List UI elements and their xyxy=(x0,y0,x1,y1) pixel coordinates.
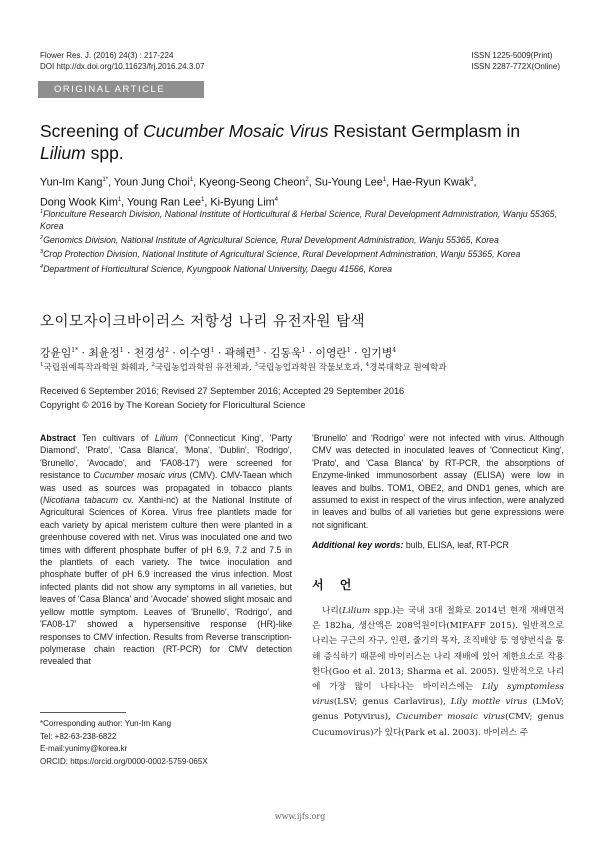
title-part: Screening of xyxy=(40,121,144,141)
affiliation-text: Floriculture Research Division, National Institute of Horticultural & Herbal Science, Rural Development Administration, Wanju 55365, Korea xyxy=(40,208,557,232)
author-sup: 4 xyxy=(274,196,278,203)
affiliation-sup: 1 xyxy=(40,209,44,215)
issn-print: ISSN 1225-5009(Print) xyxy=(471,51,553,60)
abstract-text: (CMV). CMV-Taean which was used as sources was propagated in tobacco plants ( xyxy=(40,470,292,506)
korean-affiliation-sup: 3 xyxy=(254,362,258,368)
author-name: Su-Young Lee xyxy=(314,176,383,189)
corresponding-author-footnote xyxy=(40,718,292,768)
korean-author-sup: 1* xyxy=(71,347,79,354)
received-dates: Received 6 September 2016; Revised 27 September 2016; Accepted 29 September 2016 xyxy=(40,386,405,396)
issn-block xyxy=(472,51,561,72)
korean-affiliation-text: 국립농업과학원 유전체과, xyxy=(154,362,252,373)
article-title xyxy=(40,120,565,164)
affiliation-text: Genomics Division, National Institute of Agricultural Science, Rural Development Administration, Wanju 55365, Korea xyxy=(43,235,499,246)
keywords-text: bulb, ELISA, leaf, RT-PCR xyxy=(403,540,509,551)
affiliation xyxy=(40,261,565,275)
author-sup: 1 xyxy=(201,196,205,203)
author-name: Yun-Im Kang xyxy=(40,176,103,189)
intro-text: (CMV; genus Cucumovirus)가 있다(Park et al. 2003). 바이러스 주 xyxy=(312,712,565,738)
intro-italic: Lilium xyxy=(342,606,371,616)
intro-text: (LSV; genus Carlavirus), xyxy=(333,697,451,708)
abstract-italic: Lilium xyxy=(154,433,178,443)
author-name: Ki-Byung Lim xyxy=(210,196,275,209)
title-part: spp. xyxy=(85,143,124,163)
affiliation-text: Department of Horticultural Science, Kyungpook National University, Daegu 41566, Korea xyxy=(43,263,393,274)
abstract-italic: Nicotiana tabacum xyxy=(42,495,119,506)
affiliation xyxy=(40,232,565,246)
korean-affiliation-sup: 4 xyxy=(365,362,370,368)
author-sup: 1 xyxy=(189,177,194,183)
journal-citation xyxy=(40,51,204,72)
journal-line: Flower Res. J. (2016) 24(3) : 217-224 xyxy=(40,51,174,60)
affiliation xyxy=(40,246,565,260)
issn-online: ISSN 2287-772X(Online) xyxy=(471,61,560,71)
introduction-text xyxy=(312,604,564,741)
korean-author-name: 최윤정 xyxy=(88,346,120,360)
footnote-divider xyxy=(40,712,126,713)
intro-italic: Lily symptomless virus xyxy=(312,682,564,708)
korean-author-sup: 1 xyxy=(301,347,306,354)
doi-line[interactable]: DOI http://dx.doi.org/10.11623/frj.2016.24.3.07 xyxy=(40,61,205,71)
title-italic: Lilium xyxy=(40,143,86,163)
korean-author-sup: 3 xyxy=(255,347,260,354)
intro-italic: Lily mottle virus xyxy=(450,697,528,708)
korean-author-sup: 2 xyxy=(165,347,169,354)
author-name: Kyeong-Seong Cheon xyxy=(199,176,306,189)
intro-italic: Cucumber mosaic virus xyxy=(396,712,506,723)
author-name: Hae-Ryun Kwak xyxy=(392,176,471,189)
corresponding-author: *Corresponding author: Yun-Im Kang xyxy=(40,719,172,728)
korean-author-name: 김동욱 xyxy=(270,346,302,360)
author-orcid[interactable]: ORCID: https://orcid.org/0000-0002-5759-065X xyxy=(40,756,208,766)
korean-affiliation-list xyxy=(40,360,570,374)
korean-author-name: 강윤임 xyxy=(40,346,72,360)
korean-affiliation-sup: 2 xyxy=(151,362,155,368)
intro-text: (LMoV; genus Potyvirus), xyxy=(312,697,564,723)
abstract-continuation: 'Brunello' and 'Rodrigo' were not infected with virus. Although CMV was detected in inoculated leaves of 'Connecticut King', 'Prato', and 'Casa Blanca' by RT-PCR, the absorptions of Enzyme-linked immunosorbent assay (ELISA) were low in leaves and bulbs. TOM1, OBE2, and DND1 genes, which are assumed to exist in respect of the virus infection, were analyzed in leaves and bulbs of all varieties but gene expressions were not significant. xyxy=(312,433,564,530)
author-sup: 1 xyxy=(117,196,122,203)
author-email[interactable]: E-mail:yunimy@korea.kr xyxy=(40,744,128,753)
korean-author-name: 천경성 xyxy=(133,346,166,360)
keywords-label: Additional key words: xyxy=(312,540,404,551)
author-sup: 1* xyxy=(102,177,109,183)
article-dates xyxy=(40,385,404,412)
title-italic: Cucumber Mosaic Virus xyxy=(143,121,329,141)
author-name: Youn Jung Choi xyxy=(113,176,190,189)
copyright-line: Copyright © 2016 by The Korean Society for Floricultural Science xyxy=(40,399,306,410)
affiliation-sup: 4 xyxy=(40,263,44,270)
abstract-text: ('Connecticut King', 'Party Diamond', 'Prato', 'Casa Blanca', 'Mona', 'Dublin', 'Rodrigo', 'Brunello', 'Avocado', and 'FA08-17') were screened for resistance to xyxy=(40,433,292,481)
korean-author-list: 강윤임$^{1*}$ · 최윤정$^1$ · 천경성$^2$ · 이수영$^1$ · 곽해련$^3$ · 김동욱$^1$ · 이영란$^1$ · 임기병$^4$ xyxy=(40,346,397,360)
author-sup: 1 xyxy=(382,177,387,183)
author-phone: Tel: +82-63-238-6822 xyxy=(40,731,117,741)
abstract-text: cv. Xanthi-nc) at the National Institute of Agricultural Sciences of Korea. Virus free plantlets made for each variety by apical meristem culture then were planted in a greenhouse covered with net. Virus was inoculated one and two times with different phosphate buffer of pH 6.9, 7.2 and 7.5 in the plantlets of each variety. The twice inoculation and phosphate buffer of pH 6.9 increased the virus infection. Most infected plants did not show any symptoms in all varieties, but leaves of 'Casa Blanca' and 'Avocade' showed slight mosaic and yellow mottle symptom. Leaves of 'Brunello', 'Rodrigo', and 'FA08-17' showed a hypersensitive response (HR)-like responses to CMV infection. Results from Reverse transcription-polymerase chain reaction (RT-PCR) for CMV detection revealed that xyxy=(40,495,293,667)
korean-author-name: 곽해련 xyxy=(224,346,256,360)
page-footer-url[interactable]: www.ijfs.org xyxy=(274,812,326,821)
section-heading-introduction: 서 언 xyxy=(312,578,358,592)
intro-text: 나리( xyxy=(322,606,343,616)
korean-author-name: 이수영 xyxy=(179,346,211,360)
title-part: Resistant Germplasm in xyxy=(328,121,521,141)
affiliation-sup: 3 xyxy=(40,249,44,256)
korean-affiliation-text: 국립원예특작과학원 화훼과, xyxy=(43,362,149,373)
author-name: Young Ran Lee xyxy=(126,196,202,209)
korean-affiliation-text: 국립농업과학원 작물보호과, xyxy=(257,362,363,373)
author-name: Dong Wook Kim xyxy=(40,196,118,209)
keywords xyxy=(312,539,564,551)
affiliation-list xyxy=(40,206,565,275)
korean-author-name: 임기병 xyxy=(360,346,393,360)
affiliation-text: Crop Protection Division, National Institute of Agricultural Science, Rural Development Administration, Wanju 55365, Korea xyxy=(43,249,521,260)
korean-author-sup: 1 xyxy=(346,347,351,354)
abstract-italic: Cucumber mosaic virus xyxy=(93,470,187,481)
abstract-right-column xyxy=(312,432,564,552)
korean-title: 오이모자이크바이러스 저항성 나리 유전자원 탐색 xyxy=(40,314,366,330)
korean-author-sup: 1 xyxy=(210,347,215,354)
korean-affiliation-sup: 1 xyxy=(40,362,44,368)
affiliation-sup: 2 xyxy=(40,235,44,242)
author-list: Yun-Im Kang$^{1*}$, Youn Jung Choi$^1$, Kyeong-Seong Cheon$^2$, Su-Young Lee$^1$, Hae-Ryun Kwak$^3$, Dong Wook Kim$^1$, Young Ran Lee$^1$, Ki-Byung Lim$^4$ xyxy=(40,176,477,209)
author-sup: 2 xyxy=(305,177,309,183)
author-sup: 3 xyxy=(470,177,474,183)
korean-author-sup: 1 xyxy=(119,347,124,354)
affiliation xyxy=(40,206,565,232)
korean-affiliation-text: 경북대학교 원예학과 xyxy=(369,362,447,373)
abstract-label: Abstract xyxy=(40,433,76,443)
article-type-banner: ORIGINAL ARTICLE xyxy=(38,81,204,98)
abstract-text: Ten cultivars of xyxy=(75,433,155,443)
intro-text: spp.)는 국내 3대 절화로 2014년 현재 재배면적은 182ha, 생산액은 208억원이다(MIFAFF 2015). 일반적으로 나리는 구근의 자구, 인편, 줄기의 목자, 조직배양 등 영양번식을 통해 증식하기 때문에 바이러스는 나리 재배에 있어 제한요소로 작용한다(Goo et al. 2013; Sharma et al. 2005). 일반적으로 나리에 가장 많이 나타나는 바이러스에는 xyxy=(312,606,564,693)
korean-author-sup: 4 xyxy=(392,347,397,354)
korean-author-name: 이영란 xyxy=(315,346,347,360)
abstract-left-column xyxy=(40,432,292,668)
